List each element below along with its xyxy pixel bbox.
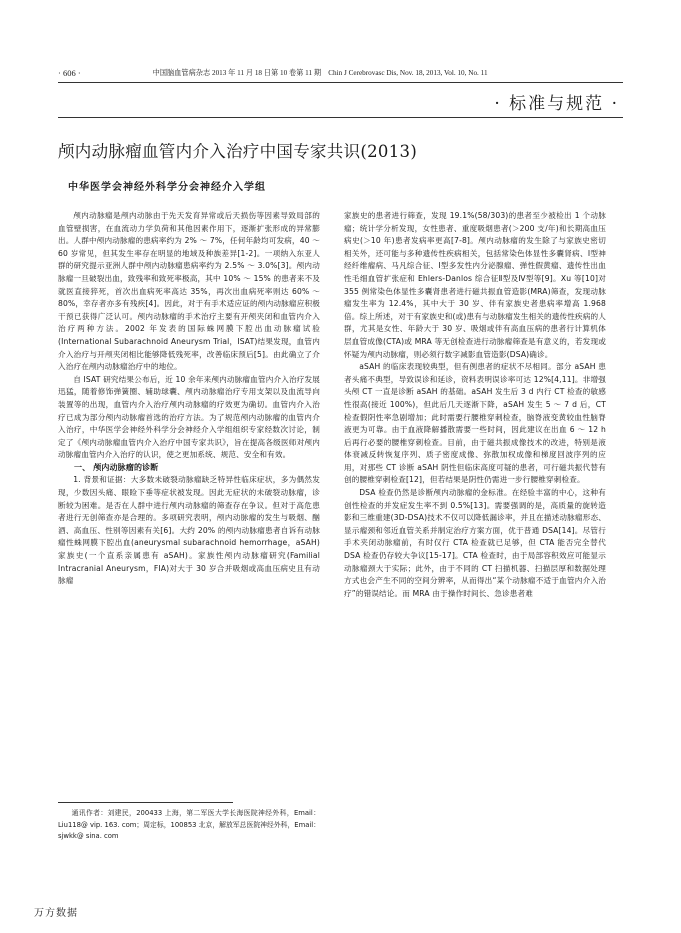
header-rule bbox=[58, 82, 623, 83]
body-paragraph: aSAH 的临床表现较典型，但有例患者的症状不尽相同。部分 aSAH 患者头痛不典型，导致误诊和延诊，资料表明误诊率可达 12%[4,11]。非增强头颅 CT 一直是诊断 aSAH 的基础。aSAH 发生后 3 d 内行 CT 检查的敏感性很高(接近 100%)，但此后几天逐渐下降，aSAH 发生 5 ～ 7 d 后，CT 检查假阴性率急剧增加；此时需要行腰椎穿刺检查，脑脊液变黄较血性脑脊液更为可靠。由于血液降解播散需要一些时间，因此建议在出血 6 ～ 12 h 后再行必要的腰椎穿刺检查。目前，由于磁共振成像技术的改进，特别是液体衰减反转恢复序列、质子密度成像、弥散加权成像和梯度回波序列的应用，对那些 CT 诊断 aSAH 阴性但临床高度可疑的患者，可行磁共振代替有创的腰椎穿刺检查[12]，但若结果是阴性仍需进一步行腰椎穿刺检查。 bbox=[344, 362, 606, 485]
body-paragraph: 1. 背景和证据：大多数未破裂动脉瘤缺乏特异性临床症状，多为偶然发现，少数因头痛、眼睑下垂等症状被发现。因此无症状的未破裂动脉瘤，诊断较为困难。是否在人群中进行颅内动脉瘤的筛查存在争议。但对于高危患者进行无创筛查亦是合理的。多项研究表明，颅内动脉瘤的发生与吸烟、酗酒、高血压、性别等因素有关[6]。大约 20% 的颅内动脉瘤患者自诉有动脉瘤性蛛网膜下腔出血(aneurysmal subarachnoid hemorrhage，aSAH)家族史(一个直系亲属患有 aSAH)。家族性颅内动脉瘤研究(Familial Intracranial Aneurysm，FIA)对大于 30 岁合并吸烟或高血压病史且有动脉瘤 bbox=[58, 475, 320, 586]
section-heading: 一、 颅内动脉瘤的诊断 bbox=[74, 462, 159, 472]
right-column bbox=[344, 210, 606, 600]
wanfang-watermark: 万方数据 bbox=[34, 908, 78, 919]
section-tag: · 标准与规范 · bbox=[494, 94, 619, 114]
body-paragraph: DSA 检查仍然是诊断颅内动脉瘤的金标准。在经验丰富的中心，这种有创性检查的并发症发生率不到 0.5%[13]。需要强调的是，高质量的旋转造影和三维重建(3D-DSA)技术不仅可以降低漏诊率，并且在描述动脉瘤形态、显示瘤颈和邻近血管关系并制定治疗方案方面，优于普通 DSA[14]。尽管行手术夹闭动脉瘤前，有时仅行 CTA 检查就已足够，但 CTA 能否完全替代 DSA 检查仍存较大争议[15-17]。CTA 检查时，由于局部容积效应可能显示动脉瘤颈大于实际；此外，由于不同的 CT 扫描机器、扫描层厚和数据处理方式也会产生不同的空间分辨率，从而得出“某个动脉瘤不适于血管内介入治疗”的错误结论。而 MRA 由于操作时间长、急诊患者难 bbox=[344, 488, 606, 598]
article-title: 颅内动脉瘤血管内介入治疗中国专家共识(2013) bbox=[58, 142, 418, 161]
section-rule bbox=[58, 117, 623, 118]
footnote-rule bbox=[58, 802, 233, 803]
footnote-text: 通讯作者：刘建民，200433 上海，第二军医大学长海医院神经外科，Email：Liu118@ vip. 163. com；周定标，100853 北京，解放军总医院神经外科，Email：sjwkk@ sina. com bbox=[58, 809, 320, 840]
running-header bbox=[58, 66, 623, 80]
journal-citation-line: 中国脑血管病杂志 2013 年 11 月 18 日第 10 卷第 11 期 Chin J Cerebrovasc Dis, Nov. 18, 2013, Vol. 10, No. 11 bbox=[152, 69, 488, 77]
left-column bbox=[58, 210, 320, 588]
body-paragraph: 自 ISAT 研究结果公布后，近 10 余年来颅内动脉瘤血管内介入治疗发展迅猛，随着修饰弹簧圈、辅助球囊、颅内动脉瘤治疗专用支架以及血流导向装置等的出现，血管内介入治疗颅内动脉瘤的疗效更为确切。血管内介入治疗已成为部分颅内动脉瘤首选的治疗方法。为了规范颅内动脉瘤的血管内介入治疗，中华医学会神经外科学分会神经介入学组组织专家经数次讨论，制定了《颅内动脉瘤血管内介入治疗中国专家共识》，旨在提高各级医师对颅内动脉瘤血管内介入治疗的认识，使之更加系统、规范、安全和有效。 bbox=[58, 374, 320, 460]
body-paragraph: 家族史的患者进行筛查，发现 19.1%(58/303)的患者至少被检出 1 个动脉瘤；统计学分析发现，女性患者、重度吸烟患者(＞200 支/年)和长期高血压病史(＞10 年)患者发病率更高[7-8]。颅内动脉瘤的发生除了与家族史密切相关外，还可能与多种遗传性疾病相关，包括常染色体显性多囊肾病、Ⅰ型神经纤维瘤病、马凡综合征、Ⅰ型多发性内分泌腺瘤、弹性假黄瘤、遗传性出血性毛细血管扩张症和 Ehlers-Danlos 综合征Ⅱ型及Ⅳ型等[9]。Xu 等[10]对 355 例常染色体显性多囊肾患者进行磁共振血管造影(MRA)筛查，发现动脉瘤发生率为 12.4%，其中大于 30 岁、伴有家族史者患病率增高 1.968 倍。综上所述，对于有家族史和(或)患有与动脉瘤发生相关的遗传性疾病的人群，尤其是女性、年龄大于 30 岁、吸烟或伴有高血压病的患者行计算机体层血管成像(CTA)或 MRA 等无创检查进行动脉瘤筛查是有意义的，若发现或怀疑为颅内动脉瘤，则必须行数字减影血管造影(DSA)确诊。 bbox=[344, 211, 606, 359]
author-group: 中华医学会神经外科学分会神经介入学组 bbox=[68, 182, 266, 193]
body-paragraph: 颅内动脉瘤是颅内动脉由于先天发育异常或后天损伤等因素导致局部的血管壁损害，在血流动力学负荷和其他因素作用下，逐渐扩张形成的异常膨出。人群中颅内动脉瘤的患病率约为 2% ～ 7%，任何年龄均可发病，40 ～ 60 岁常见，但其发生率存在明显的地域及种族差异[1-2]。一项纳入东亚人群的研究提示亚洲人群中颅内动脉瘤患病率约为 2.5% ～ 3.0%[3]。颅内动脉瘤一旦破裂出血，致残率和致死率极高，其中 10% ～ 15% 的患者来不及就医直接猝死，首次出血病死率高达 35%，再次出血病死率则达 60% ～ 80%，幸存者亦多有残疾[4]。因此，对于有手术适应证的颅内动脉瘤应积极干预已获得广泛认可。颅内动脉瘤的手术治疗主要有开颅夹闭和血管内介入治疗两种方法。2002 年发表的国际蛛网膜下腔出血动脉瘤试验(International Subarachnoid Aneurysm Trial，ISAT)结果发现，血管内介入治疗与开颅夹闭相比能够降低残死率，改善临床预后[5]。由此确立了介入治疗在颅内动脉瘤治疗中的地位。 bbox=[58, 211, 320, 372]
correspondence-footnote bbox=[58, 808, 320, 843]
page-number: · 606 · bbox=[58, 68, 81, 78]
